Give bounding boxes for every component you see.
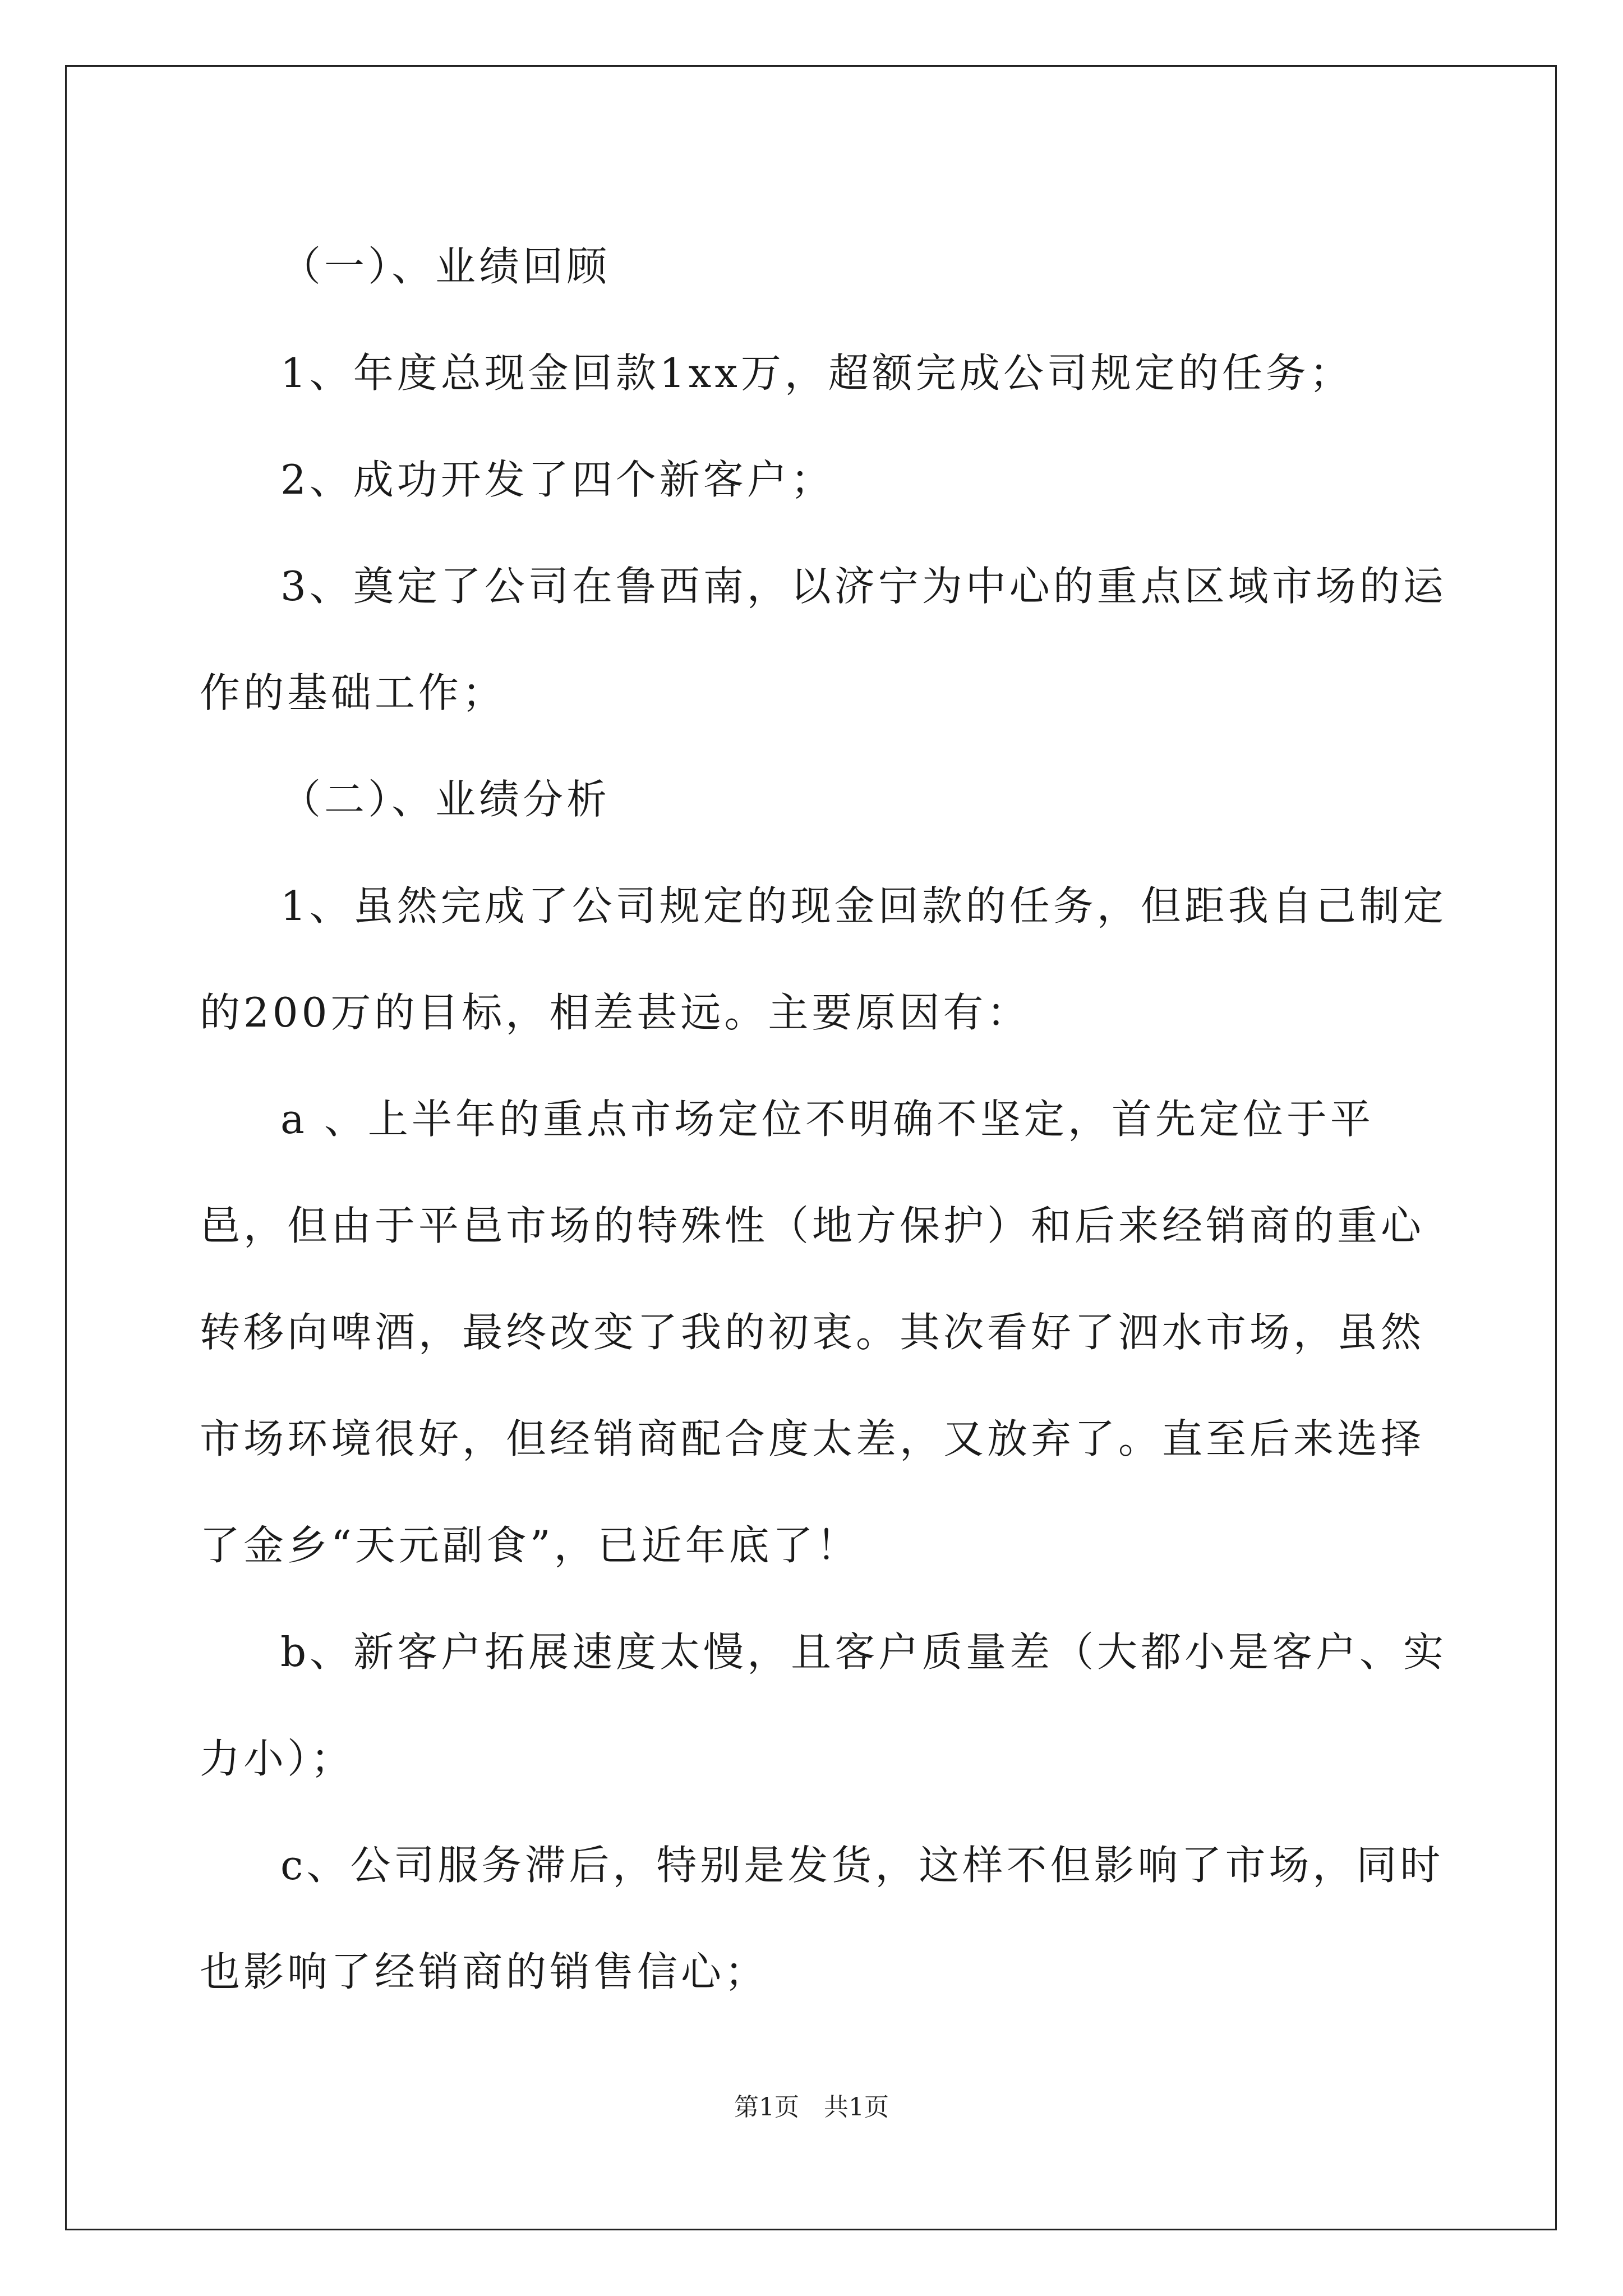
heading-performance-analysis: （二）、业绩分析 bbox=[280, 776, 611, 823]
list-item: a 、上半年的重点市场定位不明确不坚定，首先定位于平邑，但由于平邑市场的特殊性（地方保护）和后来经销商的重心转移向啤酒，最终改变了我的初衷。其次看好了泗水市场，虽然市场环境很好，但经销商配合度太差，又放弃了。直至后来选择了金乡“天元副食”，已近年底了！ bbox=[200, 1096, 1425, 1569]
list-item: b、新客户拓展速度太慢，且客户质量差（大都小是客户、实力小）； bbox=[200, 1628, 1447, 1782]
list-item: 1、年度总现金回款1xx万，超额完成公司规定的任务； bbox=[280, 349, 1353, 397]
page-footer: 第1页 共1页 bbox=[734, 2093, 889, 2122]
list-item: 1、虽然完成了公司规定的现金回款的任务，但距我自己制定的200万的目标，相差甚远。主要原因有： bbox=[200, 882, 1447, 1036]
document-body bbox=[200, 213, 1450, 2025]
heading-performance-review: （一）、业绩回顾 bbox=[280, 243, 611, 290]
list-item: c、公司服务滞后，特别是发货，这样不但影响了市场，同时也影响了经销商的销售信心； bbox=[200, 1842, 1444, 1995]
list-item: 3、奠定了公司在鲁西南，以济宁为中心的重点区域市场的运作的基础工作； bbox=[200, 563, 1447, 716]
list-item: 2、成功开发了四个新客户； bbox=[280, 456, 834, 503]
